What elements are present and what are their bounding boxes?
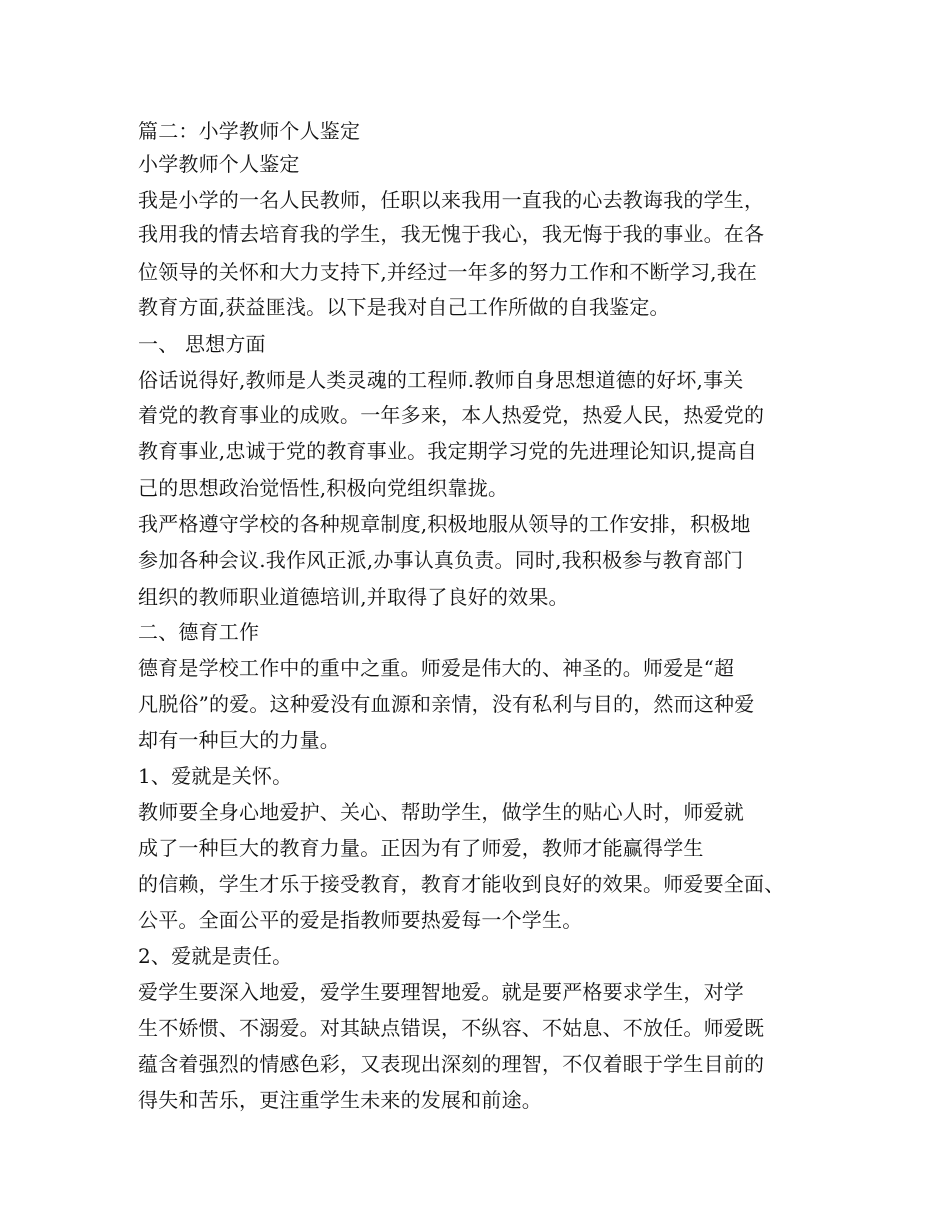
paragraph-line: 教育方面,获益匪浅。以下是我对自己工作所做的自我鉴定。 (138, 295, 670, 319)
paragraph-line: 我是小学的一名人民教师，任职以来我用一直我的心去教诲我的学生， (138, 188, 765, 212)
heading-moral: 二、德育工作 (138, 620, 260, 644)
paragraph-line: 公平。全面公平的爱是指教师要热爱每一个学生。 (138, 908, 583, 932)
paragraph-line: 得失和苦乐，更注重学生未来的发展和前途。 (138, 1088, 542, 1112)
paragraph-line: 的信赖，学生才乐于接受教育，教育才能收到良好的效果。师爱要全面、 (138, 872, 785, 896)
paragraph-line: 参加各种会议.我作风正派,办事认真负责。同时,我积极参与教育部门 (138, 548, 744, 572)
subheading-responsibility: 2、爱就是责任。 (138, 944, 293, 968)
section-title: 篇二：小学教师个人鉴定 (138, 119, 361, 143)
paragraph-line: 己的思想政治觉悟性,积极向党组织靠拢。 (138, 476, 509, 500)
paragraph-line: 组织的教师职业道德培训,并取得了良好的效果。 (138, 585, 569, 609)
subheading-care: 1、爱就是关怀。 (138, 764, 293, 788)
paragraph-line: 位领导的关怀和大力支持下,并经过一年多的努力工作和不断学习,我在 (138, 260, 758, 284)
paragraph-line: 俗话说得好,教师是人类灵魂的工程师.教师自身思想道德的好坏,事关 (138, 368, 744, 392)
heading-thought: 一、 思想方面 (138, 332, 266, 356)
paragraph-line: 生不娇惯、不溺爱。对其缺点错误，不纵容、不姑息、不放任。师爱既 (138, 1016, 765, 1040)
paragraph-line: 成了一种巨大的教育力量。正因为有了师爱，教师才能赢得学生 (138, 836, 704, 860)
paragraph-line: 凡脱俗”的爱。这种爱没有血源和亲情，没有私利与目的，然而这种爱 (138, 692, 755, 716)
paragraph-line: 着党的教育事业的成败。一年多来，本人热爱党，热爱人民，热爱党的 (138, 403, 765, 427)
paragraph-line: 德育是学校工作中的重中之重。师爱是伟大的、神圣的。师爱是“超 (138, 656, 735, 680)
paragraph-line: 爱学生要深入地爱，爱学生要理智地爱。就是要严格要求学生，对学 (138, 980, 744, 1004)
paragraph-line: 却有一种巨大的力量。 (138, 728, 340, 752)
document-title: 小学教师个人鉴定 (138, 152, 300, 176)
paragraph-line: 教育事业,忠诚于党的教育事业。我定期学习党的先进理论知识,提高自 (138, 439, 758, 463)
paragraph-line: 我严格遵守学校的各种规章制度,积极地服从领导的工作安排，积极地 (138, 512, 751, 536)
paragraph-line: 我用我的情去培育我的学生，我无愧于我心，我无悔于我的事业。在各 (138, 222, 765, 246)
paragraph-line: 蕴含着强烈的情感色彩，又表现出深刻的理智，不仅着眼于学生目前的 (138, 1052, 765, 1076)
paragraph-line: 教师要全身心地爱护、关心、帮助学生，做学生的贴心人时，师爱就 (138, 800, 744, 824)
